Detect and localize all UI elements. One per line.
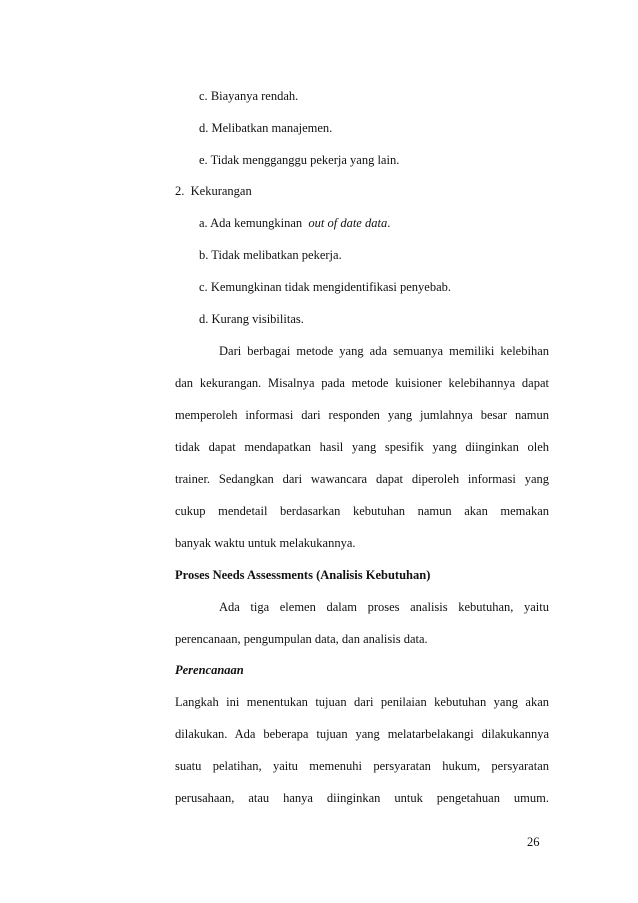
paragraph-line: cukup mendetail berdasarkan kebutuhan namun akan memakan xyxy=(175,504,549,518)
paragraph-line: perusahaan, atau hanya diinginkan untuk pengetahuan umum. xyxy=(175,791,549,805)
paragraph-line: Ada tiga elemen dalam proses analisis kebutuhan, yaitu xyxy=(219,600,549,614)
list-item: d. Melibatkan manajemen. xyxy=(199,121,333,135)
list-item: c. Kemungkinan tidak mengidentifikasi penyebab. xyxy=(199,280,452,294)
paragraph-line: Dari berbagai metode yang ada semuanya memiliki kelebihan xyxy=(219,344,549,358)
paragraph-line: suatu pelatihan, yaitu memenuhi persyaratan hukum, persyaratan xyxy=(175,759,549,773)
page-number: 26 xyxy=(527,835,540,849)
section-heading-kekurangan: 2. Kekurangan xyxy=(175,184,252,198)
paragraph-line: trainer. Sedangkan dari wawancara dapat diperoleh informasi yang xyxy=(175,472,549,486)
paragraph-line: banyak waktu untuk melakukannya. xyxy=(175,536,356,550)
paragraph-line: perencanaan, pengumpulan data, dan analisis data. xyxy=(175,632,428,646)
paragraph-line: dan kekurangan. Misalnya pada metode kuisioner kelebihannya dapat xyxy=(175,376,549,390)
paragraph-line: tidak dapat mendapatkan hasil yang spesifik yang diinginkan oleh xyxy=(175,440,549,454)
list-item: a. Ada kemungkinan out of date data. xyxy=(199,216,391,230)
list-item: e. Tidak mengganggu pekerja yang lain. xyxy=(199,153,400,167)
section-heading-perencanaan: Perencanaan xyxy=(175,663,244,677)
section-heading-proses: Proses Needs Assessments (Analisis Kebutuhan) xyxy=(175,568,431,582)
paragraph-line: dilakukan. Ada beberapa tujuan yang melatarbelakangi dilakukannya xyxy=(175,727,549,741)
paragraph-line: Langkah ini menentukan tujuan dari penilaian kebutuhan yang akan xyxy=(175,695,549,709)
list-item: c. Biayanya rendah. xyxy=(199,89,299,103)
list-item: d. Kurang visibilitas. xyxy=(199,312,304,326)
list-item: b. Tidak melibatkan pekerja. xyxy=(199,248,342,262)
paragraph-line: memperoleh informasi dari responden yang jumlahnya besar namun xyxy=(175,408,549,422)
